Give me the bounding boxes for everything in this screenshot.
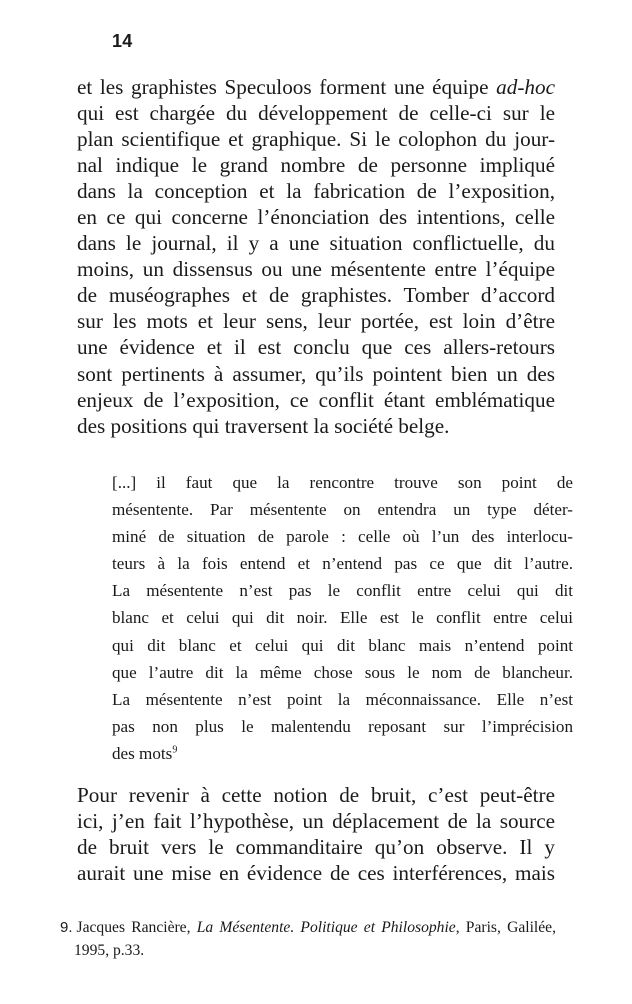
page-number: 14	[112, 31, 133, 51]
paragraph-line: de bruit vers le commanditaire qu’on observe. Il y	[77, 835, 555, 860]
quote-line: que l’autre dit la même chose sous le nom de blancheur.	[112, 662, 573, 682]
emphasis-ad-hoc: ad-hoc	[496, 75, 555, 99]
paragraph-line: nal indique le grand nombre de personne impliqué	[77, 153, 555, 178]
paragraph-line: une évidence et il est conclu que ces allers-retours	[77, 335, 555, 360]
paragraph-line: Pour revenir à cette notion de bruit, c’est peut-être	[77, 783, 555, 807]
quote-line: [...] il faut que la rencontre trouve son point de	[112, 473, 573, 492]
quote-line: qui dit blanc et celui qui dit blanc mais n’entend point	[112, 635, 573, 655]
quote-line: blanc et celui qui dit noir. Elle est le conflit entre celui	[112, 608, 573, 628]
block-quote	[112, 469, 573, 767]
quote-line: miné de situation de parole : celle où l’un des interlocu-	[112, 527, 573, 547]
paragraph-line: qui est chargée du développement de celle-ci sur le	[77, 101, 555, 126]
paragraph-line: moins, un dissensus ou une mésentente entre l’équipe	[77, 257, 555, 282]
footnote-reference[interactable]: 9	[172, 744, 178, 756]
paragraph-line: sont pertinents à assumer, qu’ils pointent bien un des	[77, 361, 555, 386]
paragraph-line: dans le journal, il y a une situation conflictuelle, du	[77, 231, 555, 256]
body-paragraph-2	[77, 782, 555, 886]
paragraph-line: plan scientifique et graphique. Si le colophon du jour-	[77, 127, 555, 152]
quote-line: pas non plus le malentendu reposant sur l’imprécision	[112, 716, 573, 736]
footnote-line: 9. Jacques Rancière, La Mésentente. Politique et Philosophie, Paris, Galilée,	[60, 919, 556, 936]
footnote-number: 9.	[60, 919, 73, 936]
footnote	[60, 916, 556, 962]
paragraph-line: ici, j’en fait l’hypothèse, un déplacement de la source	[77, 809, 555, 834]
paragraph-line: des positions qui traversent la société belge.	[77, 413, 450, 438]
footnote-line: 1995, p.33.	[74, 942, 145, 959]
quote-line: La mésentente n’est pas le conflit entre celui qui dit	[112, 581, 573, 601]
quote-line: teurs à la fois entend et n’entend pas ce que dit l’autre.	[112, 554, 573, 574]
paragraph-line: de muséographes et de graphistes. Tomber d’accord	[77, 283, 555, 308]
quote-line: La mésentente n’est point la méconnaissance. Elle n’est	[112, 689, 573, 709]
paragraph-line: sur les mots et leur sens, leur portée, est loin d’être	[77, 309, 555, 334]
quote-line: mésentente. Par mésentente on entendra un type déter-	[112, 500, 573, 520]
paragraph-line: enjeux de l’exposition, ce conflit étant emblématique	[77, 387, 555, 412]
paragraph-line: aurait une mise en évidence de ces interférences, mais	[77, 861, 555, 886]
body-paragraph-1	[77, 74, 555, 439]
paragraph-line: en ce qui concerne l’énonciation des intentions, celle	[77, 205, 555, 230]
paragraph-line: et les graphistes Speculoos forment une équipe ad-hoc	[77, 75, 555, 99]
quote-line: des mots$^9$	[112, 743, 178, 763]
footnote-title: La Mésentente. Politique et Philosophie	[196, 919, 456, 936]
paragraph-line: dans la conception et la fabrication de l’exposition,	[77, 179, 555, 204]
